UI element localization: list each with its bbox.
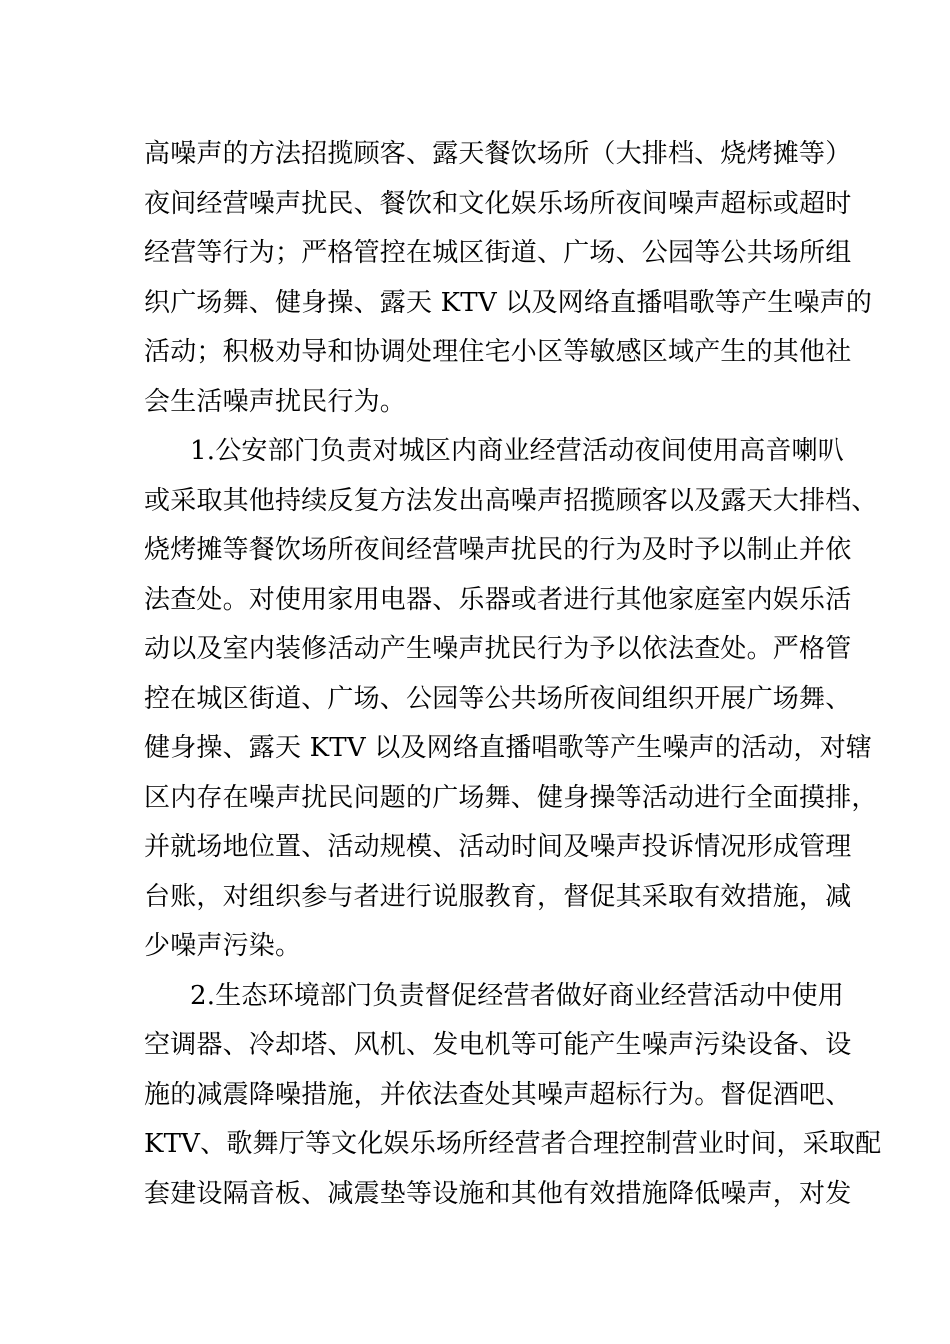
text-line: 会生活噪声扰民行为。: [144, 386, 407, 417]
text-line: 夜间经营噪声扰民、餐饮和文化娱乐场所夜间噪声超标或超时: [144, 188, 852, 219]
text-line: 控在城区街道、广场、公园等公共场所夜间组织开展广场舞、: [144, 683, 852, 714]
text-line: KTV、歌舞厅等文化娱乐场所经营者合理控制营业时间，采取配: [144, 1129, 882, 1159]
text-line: 健身操、露天 KTV 以及网络直播唱歌等产生噪声的活动，对辖: [144, 733, 873, 763]
paragraph-2-start: 2.生态环境部门负责督促经营者做好商业经营活动中使用: [190, 980, 845, 1011]
text-line: 法查处。对使用家用电器、乐器或者进行其他家庭室内娱乐活: [144, 584, 852, 615]
text-line: 施的减震降噪措施，并依法查处其噪声超标行为。督促酒吧、: [144, 1079, 852, 1110]
body-text: [144, 130, 882, 1219]
text-line: 烧烤摊等餐饮场所夜间经营噪声扰民的行为及时予以制止并依: [144, 535, 852, 565]
text-line: 经营等行为；严格管控在城区街道、广场、公园等公共场所组: [144, 238, 852, 268]
text-line: 空调器、冷却塔、风机、发电机等可能产生噪声污染设备、设: [144, 1030, 852, 1060]
paragraph-1-start: 1.公安部门负责对城区内商业经营活动夜间使用高音喇叭: [190, 436, 845, 466]
text-line: 高噪声的方法招揽顾客、露天餐饮场所（大排档、烧烤摊等）: [144, 139, 852, 169]
text-line: 少噪声污染。: [144, 931, 302, 961]
text-line: 台账，对组织参与者进行说服教育，督促其采取有效措施，减: [144, 881, 852, 912]
text-line: 并就场地位置、活动规模、活动时间及噪声投诉情况形成管理: [144, 832, 852, 862]
text-line: 活动；积极劝导和协调处理住宅小区等敏感区域产生的其他社: [144, 337, 852, 367]
text-line: 动以及室内装修活动产生噪声扰民行为予以依法查处。严格管: [144, 634, 852, 664]
text-line: 套建设隔音板、减震垫等设施和其他有效措施降低噪声，对发: [144, 1178, 852, 1209]
text-line: 或采取其他持续反复方法发出高噪声招揽顾客以及露天大排档、: [144, 485, 878, 516]
text-line: 织广场舞、健身操、露天 KTV 以及网络直播唱歌等产生噪声的: [144, 287, 873, 318]
text-line: 区内存在噪声扰民问题的广场舞、健身操等活动进行全面摸排，: [144, 782, 878, 813]
